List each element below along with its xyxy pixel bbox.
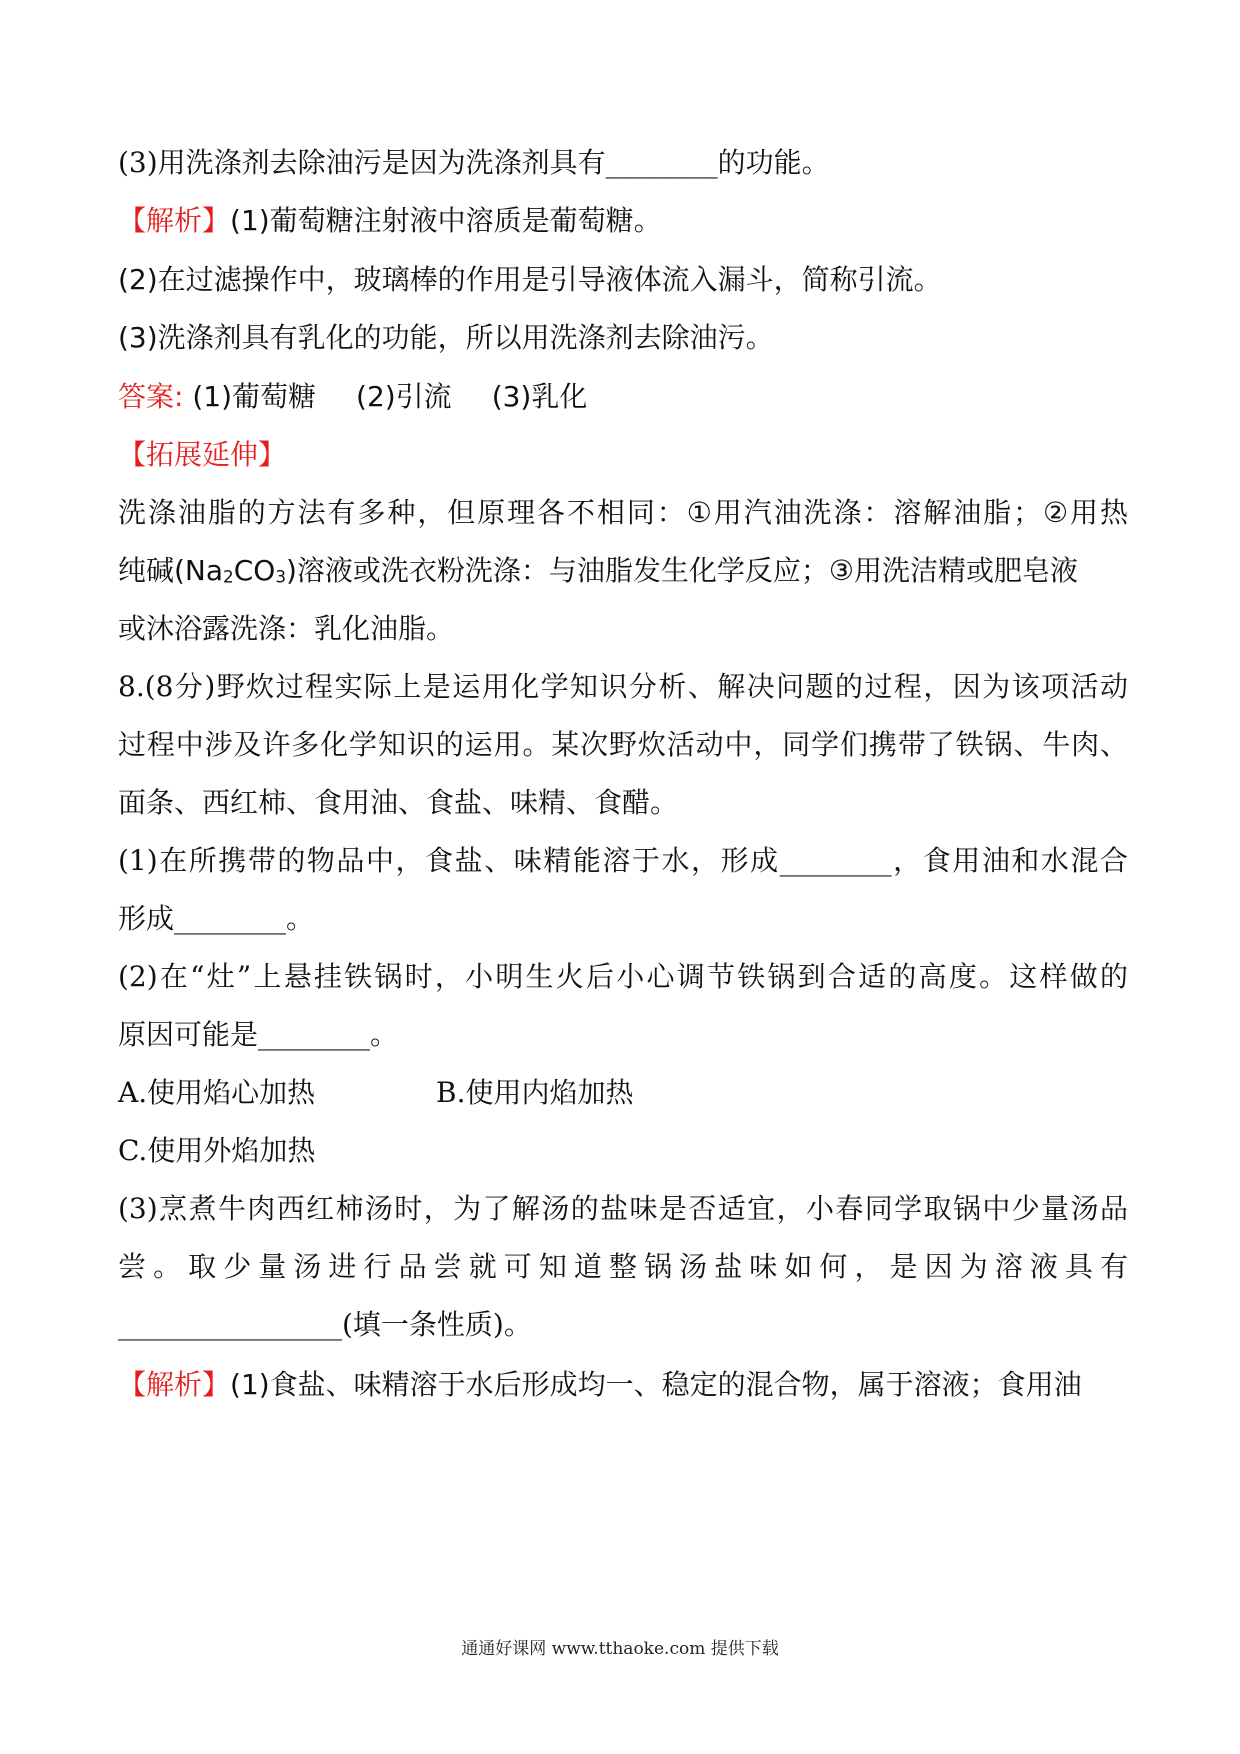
analysis-text: (1)葡萄糖注射液中溶质是葡萄糖。 xyxy=(230,204,662,237)
answer-blank: ________ xyxy=(605,146,718,179)
extension-text-b: CO xyxy=(233,554,276,587)
q7-answer-line xyxy=(118,380,1128,413)
q7-part3-question xyxy=(118,146,1128,179)
q8-part3-line-1: (3)烹煮牛肉西红柿汤时，为了解汤的盐味是否适宜，小春同学取锅中少量汤品 xyxy=(118,1192,1128,1225)
extension-text-c: )溶液或洗衣粉洗涤：与油脂发生化学反应；③用洗洁精或肥皂液 xyxy=(286,554,1079,587)
subscript-2: 2 xyxy=(223,566,234,587)
option-a: A.使用焰心加热 xyxy=(118,1076,316,1109)
extension-label: 【拓展延伸】 xyxy=(118,438,287,471)
q8-part3-line-3: ________________(填一条性质)。 xyxy=(118,1308,532,1341)
q8-part3-line-2: 尝。取少量汤进行品尝就可知道整锅汤盐味如何，是因为溶液具有 xyxy=(118,1250,1128,1283)
q8-options-ab xyxy=(118,1076,1128,1109)
extension-line-1: 洗涤油脂的方法有多种，但原理各不相同：①用汽油洗涤：溶解油脂；②用热 xyxy=(118,496,1128,529)
q8-stem-line-1: 8.(8分)野炊过程实际上是运用化学知识分析、解决问题的过程，因为该项活动 xyxy=(118,670,1128,703)
answer-1: (1)葡萄糖 xyxy=(192,380,317,413)
q8-part1-line-1: (1)在所携带的物品中，食盐、味精能溶于水，形成________，食用油和水混合 xyxy=(118,844,1128,877)
subscript-3: 3 xyxy=(275,566,286,587)
q8-stem-line-2: 过程中涉及许多化学知识的运用。某次野炊活动中，同学们携带了铁锅、牛肉、 xyxy=(118,728,1128,761)
q8-stem-line-3: 面条、西红柿、食用油、食盐、味精、食醋。 xyxy=(118,786,679,819)
q7-part3-suffix: 的功能。 xyxy=(717,146,830,179)
extension-text-a: 纯碱(Na xyxy=(118,554,224,587)
q8-part2-line-1: (2)在“灶”上悬挂铁锅时，小明生火后小心调节铁锅到合适的高度。这样做的 xyxy=(118,960,1128,993)
q7-analysis-line-3: (3)洗涤剂具有乳化的功能，所以用洗涤剂去除油污。 xyxy=(118,321,774,354)
q8-analysis-line-1 xyxy=(118,1368,1128,1401)
answer-3: (3)乳化 xyxy=(491,380,588,413)
q7-analysis-line-1 xyxy=(118,204,1128,237)
analysis-label: 【解析】 xyxy=(118,1368,231,1401)
option-b: B.使用内焰加热 xyxy=(436,1076,634,1109)
q7-analysis-line-2: (2)在过滤操作中，玻璃棒的作用是引导液体流入漏斗，简称引流。 xyxy=(118,263,942,296)
page-footer: 通通好课网 www.tthaoke.com 提供下载 xyxy=(461,1639,779,1659)
answer-2: (2)引流 xyxy=(356,380,452,413)
q7-part3-prefix: (3)用洗涤剂去除油污是因为洗涤剂具有 xyxy=(118,146,606,179)
q8-part2-line-2: 原因可能是________。 xyxy=(118,1018,399,1051)
analysis-label: 【解析】 xyxy=(118,204,231,237)
analysis-text: (1)食盐、味精溶于水后形成均一、稳定的混合物，属于溶液；食用油 xyxy=(230,1368,1082,1401)
answer-label: 答案: xyxy=(118,380,184,413)
extension-line-3: 或沐浴露洗涤：乳化油脂。 xyxy=(118,612,455,645)
extension-line-2 xyxy=(118,554,1128,587)
option-c: C.使用外焰加热 xyxy=(118,1134,316,1167)
q8-part1-line-2: 形成________。 xyxy=(118,902,315,935)
